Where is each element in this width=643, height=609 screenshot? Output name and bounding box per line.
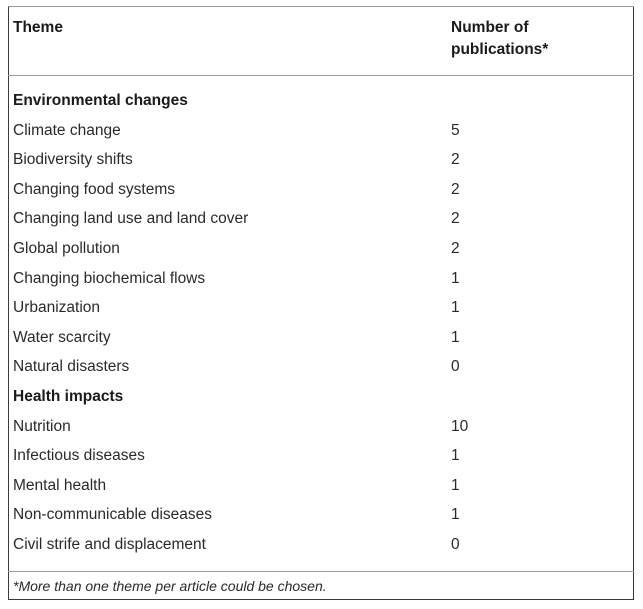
table-top-rule — [8, 6, 634, 7]
row-value: 1 — [451, 269, 460, 287]
row-label: Non-communicable diseases — [13, 506, 213, 524]
row-label: Health impacts — [13, 387, 124, 405]
table-row — [13, 530, 623, 560]
row-label: Changing biochemical flows — [13, 269, 206, 287]
row-value: 2 — [451, 151, 460, 169]
column-header-count — [451, 17, 621, 61]
row-value: 1 — [451, 328, 460, 346]
row-value: 1 — [451, 447, 460, 465]
row-label: Civil strife and displacement — [13, 535, 206, 553]
header-rule — [8, 75, 634, 76]
row-value: 5 — [451, 121, 460, 139]
row-label: Water scarcity — [13, 328, 111, 346]
table-row — [13, 441, 623, 471]
table-row — [13, 293, 623, 323]
row-label: Infectious diseases — [13, 447, 145, 465]
table-row — [13, 500, 623, 530]
row-label: Natural disasters — [13, 358, 130, 376]
table-row — [13, 264, 623, 294]
table-row — [13, 204, 623, 234]
section-row — [13, 382, 623, 412]
footnote-rule — [8, 571, 634, 572]
row-value: 1 — [451, 299, 460, 317]
table-row — [13, 352, 623, 382]
row-label: Global pollution — [13, 239, 120, 257]
row-label: Climate change — [13, 121, 121, 139]
table-footnote: *More than one theme per article could be chosen. — [13, 578, 327, 594]
row-value: 2 — [451, 180, 460, 198]
row-label: Changing land use and land cover — [13, 210, 249, 228]
row-label: Mental health — [13, 476, 107, 494]
row-value: 1 — [451, 506, 460, 524]
table-row — [13, 412, 623, 442]
row-value: 0 — [451, 535, 460, 553]
row-value: 2 — [451, 239, 460, 257]
column-header-count-line2: publications* — [451, 41, 549, 58]
table-body — [13, 86, 623, 560]
row-label: Biodiversity shifts — [13, 151, 133, 169]
row-value: 10 — [451, 417, 469, 435]
row-label: Environmental changes — [13, 92, 188, 109]
section-row — [13, 86, 623, 116]
row-value: 0 — [451, 358, 460, 376]
column-header-count-line1: Number of — [451, 19, 529, 36]
row-label: Changing food systems — [13, 180, 175, 198]
table-bottom-rule — [8, 599, 634, 600]
row-label: Nutrition — [13, 417, 71, 435]
table-row — [13, 175, 623, 205]
table-row — [13, 323, 623, 353]
table-row — [13, 145, 623, 175]
row-label: Urbanization — [13, 299, 101, 317]
column-header-theme: Theme — [13, 19, 63, 36]
table-row — [13, 234, 623, 264]
row-value: 2 — [451, 210, 460, 228]
table-row — [13, 471, 623, 501]
row-value: 1 — [451, 476, 460, 494]
table-row — [13, 116, 623, 146]
